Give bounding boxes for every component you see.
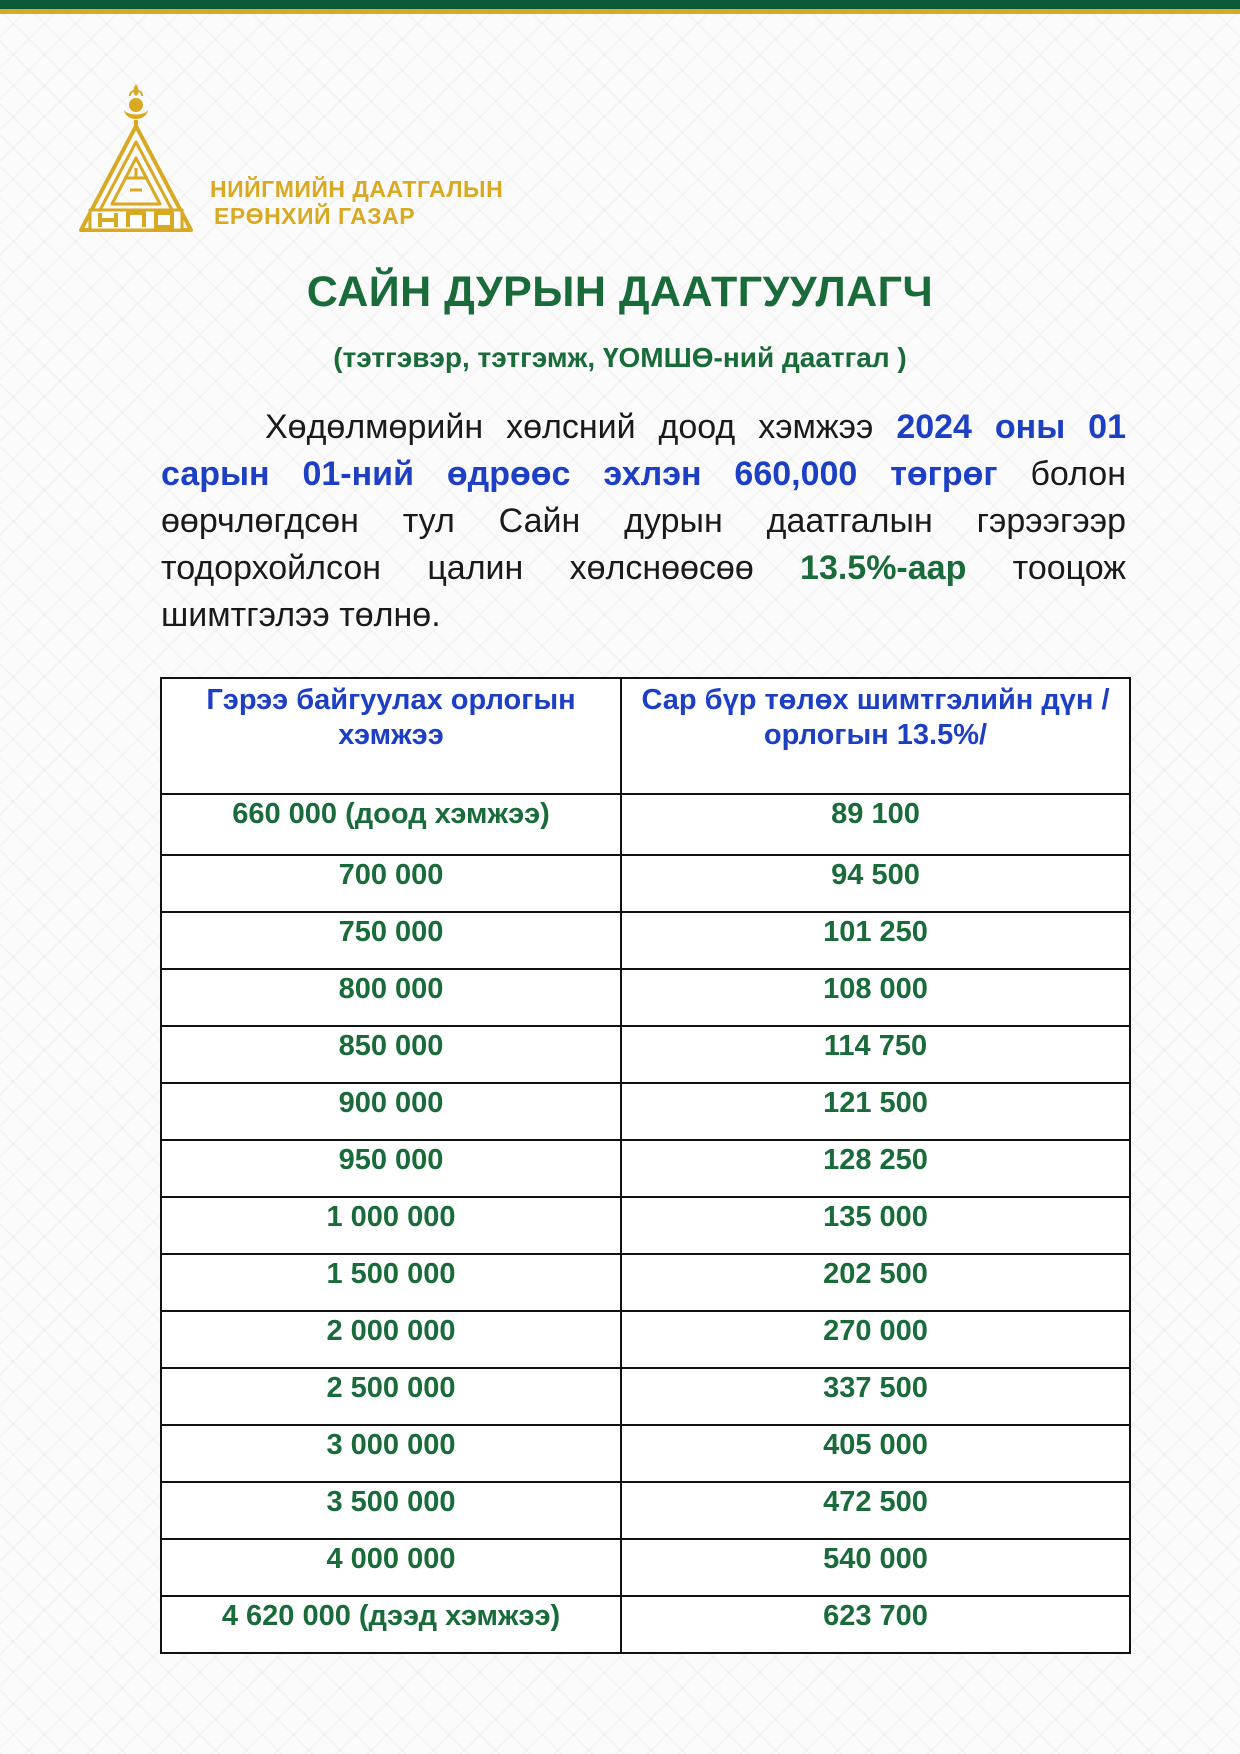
contribution-cell: 472 500: [621, 1482, 1130, 1539]
table-row: [161, 1026, 1130, 1083]
income-cell: 2 000 000: [161, 1311, 621, 1368]
income-cell: 2 500 000: [161, 1368, 621, 1425]
contribution-cell: 108 000: [621, 969, 1130, 1026]
table-row: [161, 1368, 1130, 1425]
paragraph-text-2: болон өөрчлөгдсөн тул Сайн дурын даатгалын гэрээгээр тодорхойлсон цалин хөлснөөсөө: [161, 455, 1126, 587]
income-cell: 4 000 000: [161, 1539, 621, 1596]
contribution-cell: 337 500: [621, 1368, 1130, 1425]
contribution-table: [160, 677, 1131, 1654]
table-row: [161, 1482, 1130, 1539]
income-cell: 660 000 (доод хэмжээ): [161, 794, 621, 855]
contribution-cell: 202 500: [621, 1254, 1130, 1311]
income-cell: 750 000: [161, 912, 621, 969]
table-row: [161, 1140, 1130, 1197]
table-row: [161, 1254, 1130, 1311]
page-title: САЙН ДУРЫН ДААТГУУЛАГЧ: [306, 268, 934, 316]
table-row: [161, 1083, 1130, 1140]
table-row: [161, 1596, 1130, 1653]
contribution-cell: 540 000: [621, 1539, 1130, 1596]
income-cell: 700 000: [161, 855, 621, 912]
table-row: [161, 912, 1130, 969]
table-row: [161, 794, 1130, 855]
paragraph-text-1: Хөдөлмөрийн хөлсний доод хэмжээ: [265, 408, 874, 446]
organization-name-line2: ЕРӨНХИЙ ГАЗАР: [214, 203, 416, 229]
intro-paragraph: [161, 404, 1126, 639]
paragraph-highlight-rate: 13.5%-аар: [800, 549, 967, 587]
paragraph-text-3: тооцож шимтгэлээ төлнө.: [161, 549, 1127, 634]
organization-name: [210, 176, 503, 230]
contribution-cell: 128 250: [621, 1140, 1130, 1197]
organization-name-line1: НИЙГМИЙН ДААТГАЛЫН: [210, 176, 504, 202]
page-subtitle: (тэтгэвэр, тэтгэмж, ҮОМШӨ-ний даатгал ): [333, 342, 907, 373]
table-header-row: [161, 678, 1130, 794]
column-header-contribution: Сар бүр төлөх шимтгэлийн дүн /орлогын 13.5%/: [621, 678, 1130, 794]
table-row: [161, 1197, 1130, 1254]
table-row: [161, 1311, 1130, 1368]
contribution-cell: 101 250: [621, 912, 1130, 969]
table-row: [161, 1539, 1130, 1596]
income-cell: 1 500 000: [161, 1254, 621, 1311]
income-cell: 3 000 000: [161, 1425, 621, 1482]
contribution-cell: 270 000: [621, 1311, 1130, 1368]
soyombo-triangle-logo-icon: [78, 82, 194, 234]
contribution-cell: 121 500: [621, 1083, 1130, 1140]
top-bar-accent: [0, 9, 1240, 14]
income-cell: 1 000 000: [161, 1197, 621, 1254]
income-cell: 900 000: [161, 1083, 621, 1140]
table-row: [161, 1425, 1130, 1482]
income-cell: 800 000: [161, 969, 621, 1026]
contribution-cell: 135 000: [621, 1197, 1130, 1254]
table-row: [161, 855, 1130, 912]
contribution-cell: 405 000: [621, 1425, 1130, 1482]
top-bar: [0, 0, 1240, 9]
column-header-income: Гэрээ байгуулах орлогын хэмжээ: [161, 678, 621, 794]
paragraph-highlight-date-amount: 2024 оны 01 сарын 01-ний өдрөөс эхлэн 660,000 төгрөг: [161, 408, 1127, 493]
contribution-cell: 114 750: [621, 1026, 1130, 1083]
income-cell: 4 620 000 (дээд хэмжээ): [161, 1596, 621, 1653]
contribution-cell: 623 700: [621, 1596, 1130, 1653]
table-row: [161, 969, 1130, 1026]
income-cell: 3 500 000: [161, 1482, 621, 1539]
income-cell: 850 000: [161, 1026, 621, 1083]
income-cell: 950 000: [161, 1140, 621, 1197]
contribution-cell: 89 100: [621, 794, 1130, 855]
contribution-cell: 94 500: [621, 855, 1130, 912]
